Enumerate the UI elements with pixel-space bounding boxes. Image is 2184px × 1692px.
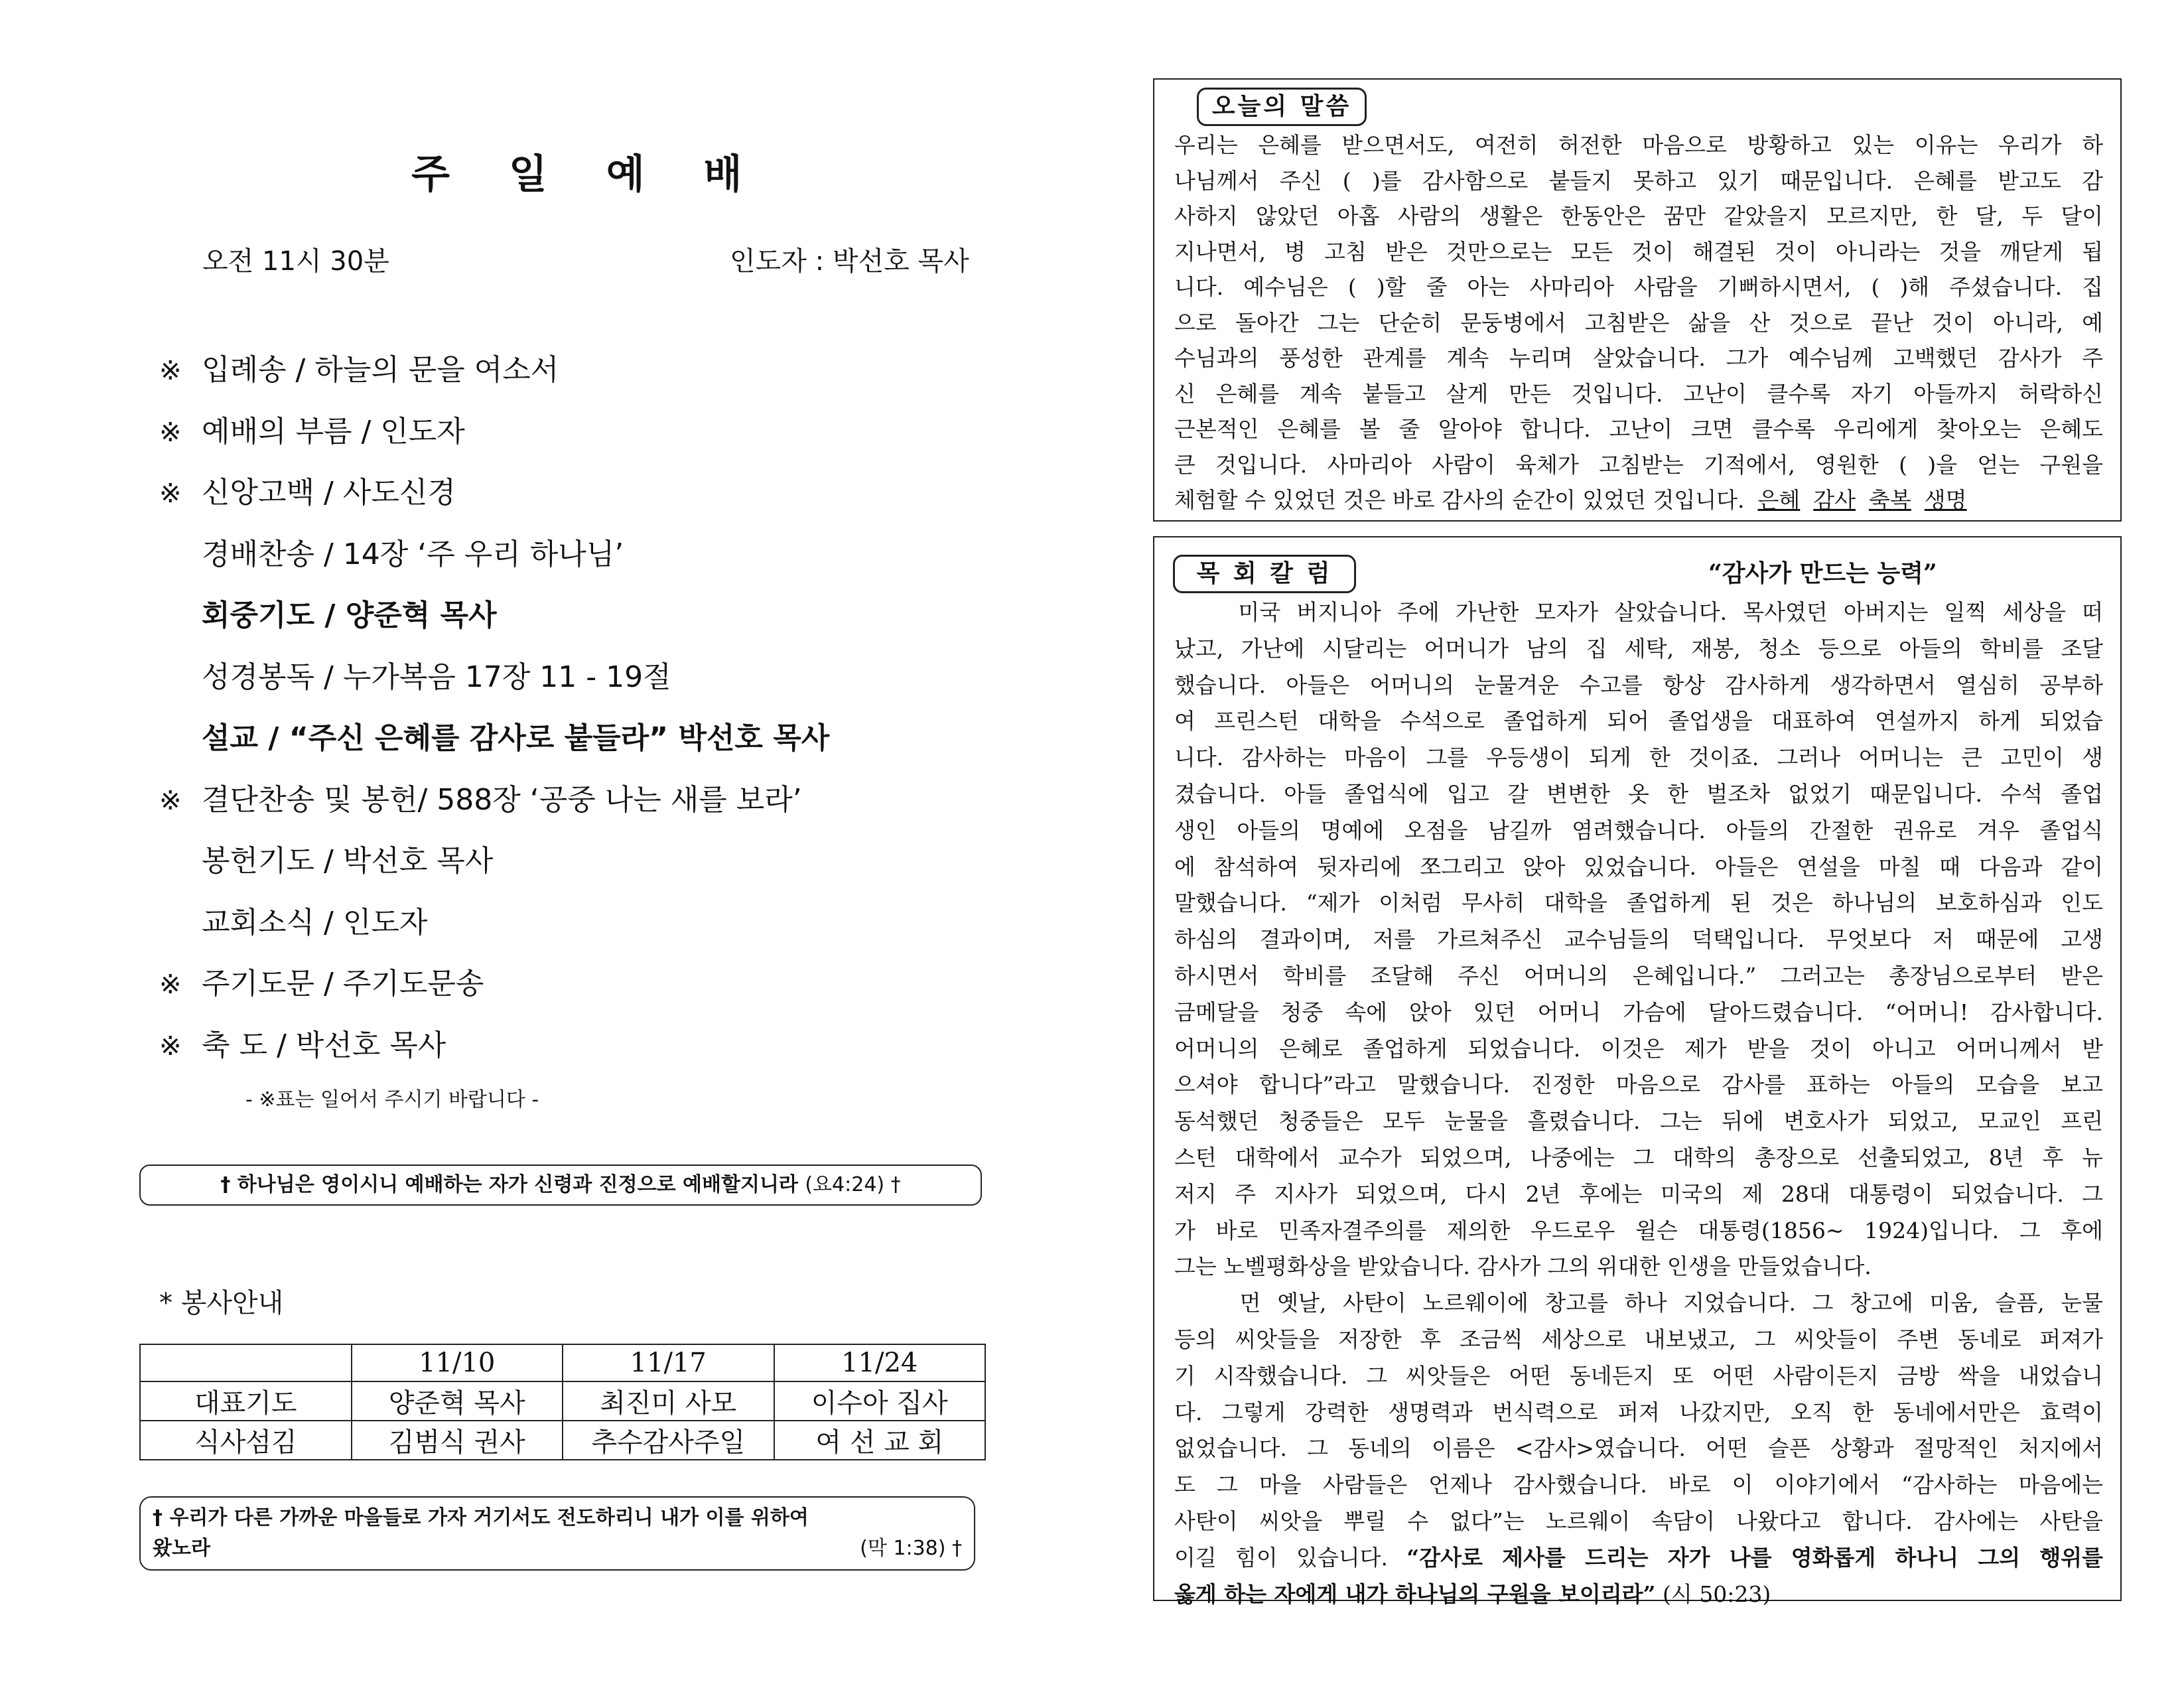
table-row [140, 1381, 985, 1421]
column-header: 목 회 칼 럼 [1173, 555, 1356, 593]
text-line [1174, 305, 2103, 341]
order-item [159, 462, 995, 524]
closing-verse: 옳게 하는 자에게 내가 하나님의 구원을 보이리라” [1174, 1581, 1656, 1607]
order-item [159, 708, 995, 770]
text-line: 동석했던 청중들은 모두 눈물을 흘렸습니다. 그는 뒤에 변호사가 되었고, 모교인 프린 [1174, 1108, 2103, 1135]
table-header-cell: 11/10 [352, 1344, 563, 1381]
order-item [159, 831, 995, 892]
verse-text: † 하나님은 영이시니 예배하는 자가 신령과 진정으로 예배할지니라 [220, 1173, 798, 1196]
text-line [1174, 198, 2103, 234]
verse-reference: (요4:24) † [805, 1173, 901, 1196]
table-cell: 대표기도 [140, 1381, 352, 1421]
order-of-worship [159, 340, 995, 1076]
today-word-panel [1153, 78, 2122, 522]
table-header-row [140, 1344, 985, 1381]
table-cell: 이수아 집사 [774, 1381, 986, 1421]
table-cell: 양준혁 목사 [352, 1381, 563, 1421]
answer-word: 감사 [1813, 487, 1856, 513]
table-header-cell: 11/24 [774, 1344, 986, 1381]
text-line [1174, 340, 2103, 376]
stand-mark: ※ [159, 417, 182, 448]
closing-text: 이길 힘이 있습니다. [1174, 1544, 1407, 1571]
order-item-text: 입례송 / 하늘의 문을 여소서 [202, 353, 559, 387]
table-cell: 김범식 권사 [352, 1421, 563, 1460]
verse-line-2: 왔노라 [153, 1537, 210, 1560]
table-cell: 식사섬김 [140, 1421, 352, 1460]
order-item-text: 예배의 부름 / 인도자 [202, 414, 465, 449]
answer-word: 축복 [1869, 487, 1911, 513]
text-line [1174, 482, 2103, 518]
text-line-content: 사하지 않았던 아홉 사람의 생활은 한동안은 꿈만 같았을지 모르지만, 한 달, 두 달이 [1174, 203, 2103, 229]
text-line-content: 큰 것입니다. 사마리아 사람이 육체가 고침받는 기적에서, 영원한 ( )을 얻는 구원을 [1174, 451, 2103, 478]
order-item-text: 결단찬송 및 봉헌/ 588장 ‘공중 나는 새를 보라’ [202, 782, 802, 817]
order-item-text: 주기도문 / 주기도문송 [202, 967, 484, 1001]
text-line: 생인 아들의 명예에 오점을 남길까 염려했습니다. 아들의 간절한 권유로 겨우 졸업식 [1174, 817, 2103, 843]
text-line: 났고, 가난에 시달리는 어머니가 남의 집 세탁, 재봉, 청소 등으로 아들의 학비를 조달 [1174, 635, 2103, 662]
standing-note: - ※표는 일어서 주시기 바랍니다 - [245, 1088, 539, 1111]
text-line [1174, 269, 2103, 305]
text-line [1174, 447, 2103, 483]
order-item-text: 축 도 / 박선호 목사 [202, 1028, 446, 1062]
text-line: 등의 씨앗들을 저장한 후 조금씩 세상으로 내보냈고, 그 씨앗들이 주변 동네로 퍼져가 [1174, 1326, 2103, 1352]
text-line [1174, 1540, 2103, 1577]
order-item [159, 770, 995, 831]
order-item [159, 401, 995, 463]
verse-reference: (막 1:38) † [860, 1537, 962, 1560]
text-line: 기 시작했습니다. 그 씨앗들은 어떤 동네든지 또 어떤 사람이든지 금방 싹을 내었습니 [1174, 1362, 2103, 1389]
text-line: 금메달을 청중 속에 앉아 있던 어머니 가슴에 달아드렸습니다. “어머니! 감사합니다. [1174, 999, 2103, 1025]
column-title: “감사가 만드는 능력” [1708, 559, 1937, 587]
text-line-content: 신 은혜를 계속 붙들고 살게 만든 것입니다. 고난이 클수록 자기 아들까지 허락하신 [1174, 380, 2103, 407]
order-item [159, 953, 995, 1015]
text-line: 미국 버지니아 주에 가난한 모자가 살았습니다. 목사였던 아버지는 일찍 세상을 떠 [1174, 599, 2103, 625]
text-line: 말했습니다. “제가 이처럼 무사히 대학을 졸업하게 된 것은 하나님의 보호하심과 인도 [1174, 890, 2103, 916]
verse-box-mark [139, 1496, 975, 1571]
text-line: 겼습니다. 아들 졸업식에 입고 갈 변변한 옷 한 벌조차 없었기 때문입니다. 수석 졸업 [1174, 780, 2103, 807]
text-line: 없었습니다. 그 동네의 이름은 <감사>였습니다. 어떤 슬픈 상황과 절망적인 처지에서 [1174, 1435, 2103, 1462]
text-line-content: 니다. 예수님은 ( )할 줄 아는 사마리아 사람을 기뻐하시면서, ( )해 주셨습니다. 집 [1174, 274, 2103, 300]
table-cell: 여 선 교 회 [774, 1421, 986, 1460]
text-line [1174, 376, 2103, 412]
text-line-content: 나님께서 주신 ( )를 감사함으로 붙들지 못하고 있기 때문입니다. 은혜를 받고도 감 [1174, 167, 2103, 194]
text-line [1174, 411, 2103, 447]
stand-mark: ※ [159, 1030, 182, 1062]
text-line [1174, 234, 2103, 270]
closing-verse: “감사로 제사를 드리는 자가 나를 영화롭게 하나니 그의 행위를 [1406, 1544, 2103, 1571]
service-table [139, 1344, 986, 1460]
order-item [159, 340, 995, 401]
pastoral-column-panel [1153, 536, 2122, 1607]
stand-mark: ※ [159, 969, 182, 1000]
text-line: 먼 옛날, 사탄이 노르웨이에 창고를 하나 지었습니다. 그 창고에 미움, 슬픔, 눈물 [1174, 1290, 2103, 1316]
answer-word: 생명 [1924, 487, 1967, 513]
text-line: 사탄이 씨앗을 뿌릴 수 없다”는 노르웨이 속담이 나왔다고 합니다. 감사에는 사탄을 [1174, 1508, 2103, 1534]
text-line: 에 참석하여 뒷자리에 쪼그리고 앉아 있었습니다. 아들은 연설을 마칠 때 다음과 같이 [1174, 853, 2103, 880]
text-line: 어머니의 은혜로 졸업하게 되었습니다. 이것은 제가 받을 것이 아니고 어머니께서 받 [1174, 1035, 2103, 1062]
order-item-text: 교회소식 / 인도자 [202, 905, 428, 940]
table-cell: 최진미 사모 [563, 1381, 774, 1421]
text-line: 으셔야 합니다”라고 말했습니다. 진정한 마음으로 감사를 표하는 아들의 모습을 보고 [1174, 1072, 2103, 1098]
stand-mark: ※ [159, 478, 182, 509]
text-line-content: 수님과의 풍성한 관계를 계속 누리며 살았습니다. 그가 예수님께 고백했던 감사가 주 [1174, 345, 2103, 371]
text-line-content: 우리는 은혜를 받으면서도, 여전히 허전한 마음으로 방황하고 있는 이유는 우리가 하 [1174, 132, 2103, 158]
text-line: 하시면서 학비를 조달해 주신 어머니의 은혜입니다.” 그러고는 총장님으로부터 받은 [1174, 962, 2103, 989]
table-cell: 추수감사주일 [563, 1421, 774, 1460]
text-line [1174, 1577, 2103, 1613]
order-item-text: 설교 / “주신 은혜를 감사로 붙들라” 박선호 목사 [202, 721, 830, 755]
text-line [1174, 127, 2103, 163]
order-item [159, 892, 995, 954]
verse-reference: (시 50:23) [1655, 1581, 1771, 1607]
text-line: 니다. 감사하는 마음이 그를 우등생이 되게 한 것이죠. 그러나 어머니는 큰 고민이 생 [1174, 744, 2103, 771]
text-line: 저지 주 지사가 되었으며, 다시 2년 후에는 미국의 제 28대 대통령이 되었습니다. 그 [1174, 1180, 2103, 1207]
verse-box-john [139, 1164, 982, 1206]
today-word-text [1174, 127, 2103, 518]
text-line-content: 으로 돌아간 그는 단순히 문둥병에서 고침받은 삶을 산 것으로 끝난 것이 아니라, 예 [1174, 309, 2103, 336]
order-item [159, 524, 995, 586]
order-item-text: 봉헌기도 / 박선호 목사 [202, 844, 494, 878]
today-word-header: 오늘의 말씀 [1197, 88, 1367, 126]
service-time: 오전 11시 30분 [202, 246, 389, 277]
text-line: 다. 그렇게 강력한 생명력과 번식력으로 퍼져 나갔지만, 오직 한 동네에서만은 효력이 [1174, 1399, 2103, 1425]
stand-mark: ※ [159, 356, 182, 386]
text-line: 스턴 대학에서 교수가 되었으며, 나중에는 그 대학의 총장으로 선출되었고, 8년 후 뉴 [1174, 1144, 2103, 1170]
answer-word: 은혜 [1757, 487, 1801, 513]
order-item [159, 647, 995, 709]
text-line-content: 지나면서, 병 고침 받은 것만으로는 모든 것이 해결된 것이 아니라는 것을 깨닫게 됩 [1174, 238, 2103, 265]
stand-mark: ※ [159, 785, 182, 816]
text-line-content: 근본적인 은혜를 볼 줄 알아야 합니다. 고난이 크면 클수록 우리에게 찾아오는 은혜도 [1174, 416, 2103, 442]
order-item-text: 경배찬송 / 14장 ‘주 우리 하나님’ [202, 537, 624, 571]
text-line-content: 체험할 수 있었던 것은 바로 감사의 순간이 있었던 것입니다. [1174, 487, 1745, 513]
order-item-text: 성경봉독 / 누가복음 17장 11 - 19절 [202, 660, 671, 694]
service-guide-title: * 봉사안내 [159, 1288, 284, 1318]
order-item [159, 1015, 995, 1077]
column-text [1174, 595, 2103, 1612]
table-row [140, 1421, 985, 1460]
order-item-text: 회중기도 / 양준혁 목사 [202, 599, 497, 632]
text-line: 그는 노벨평화상을 받았습니다. 감사가 그의 위대한 인생을 만들었습니다. [1174, 1253, 1872, 1280]
table-header-cell: 11/17 [563, 1344, 774, 1381]
verse-line-1: † 우리가 다른 가까운 마을들로 가자 거기서도 전도하리니 내가 이를 위하여 [153, 1506, 809, 1529]
text-line: 하심의 결과이며, 저를 가르쳐주신 교수님들의 덕택입니다. 무엇보다 저 때문에 고생 [1174, 926, 2103, 953]
page-title: 주 일 예 배 [411, 151, 765, 198]
table-header-cell [140, 1344, 352, 1381]
text-line: 가 바로 민족자결주의를 제의한 우드로우 윌슨 대통령(1856~ 1924)입니다. 그 후에 [1174, 1217, 2103, 1243]
text-line: 했습니다. 아들은 어머니의 눈물겨운 수고를 항상 감사하게 생각하면서 열심히 공부하 [1174, 671, 2103, 698]
service-leader: 인도자 : 박선호 목사 [730, 246, 969, 277]
text-line [1174, 163, 2103, 199]
text-line: 도 그 마을 사람들은 언제나 감사했습니다. 바로 이 이야기에서 “감사하는 마음에는 [1174, 1472, 2103, 1498]
order-item-text: 신앙고백 / 사도신경 [202, 476, 456, 510]
text-line: 여 프린스턴 대학을 수석으로 졸업하게 되어 졸업생을 대표하여 연설까지 하게 되었습 [1174, 708, 2103, 735]
order-item [159, 585, 995, 647]
